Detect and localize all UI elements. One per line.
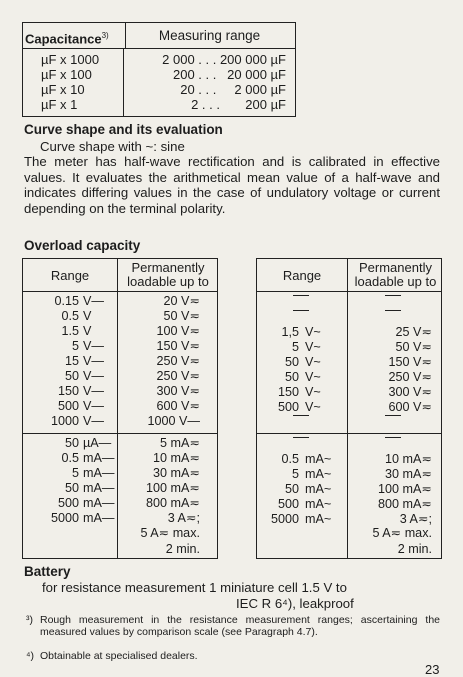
loadable-header: Permanently loadable up to [127,260,209,289]
footnote-3: Rough measurement in the resistance measurement ranges; ascertaining the measured values by comparison scale (see Paragraph 4.7). [40,614,440,638]
table-row: 50 µA— 5 mA≂ [64,436,200,450]
extra-row: 5 A≂ max. [140,526,200,540]
table-row: 500 mA— 800 mA≂ [57,496,200,510]
table-row: 150 V— 300 V≂ [57,384,200,398]
dash-row [257,310,441,325]
dash-row [257,437,441,452]
table-row: 500 V— 600 V≂ [57,399,200,413]
overload-table-left [22,258,218,559]
table-row: 5000 mA— 3 A≂; [50,511,200,525]
extra-row: 2 min. [397,542,432,556]
table-row: 500 mA~ 800 mA≂ [277,497,432,511]
table-row: 5 mA— 30 mA≂ [71,466,200,480]
capacitance-header: Capacitance$^{3)}$ [23,23,126,48]
table-row: 15 V— 250 V≂ [64,354,200,368]
table-row: 0.15 V— 20 V≂ [54,294,200,308]
overload-table-right [256,258,442,559]
table-row: 5 V— 150 V≂ [71,339,200,353]
table-row: 1.5 V 100 V≂ [61,324,200,338]
measuring-range-header: Measuring range [158,28,261,43]
battery-line2: IEC R 6⁴), leakproof [236,596,354,611]
table-row: 1,5 V~ 25 V≂ [281,325,432,339]
range-header: Range [282,268,322,283]
table-row: 50 V— 250 V≂ [64,369,200,383]
footnote-4-mark: ⁴) [26,650,35,662]
page-number: 23 [425,662,440,677]
table-row: 50 V~ 250 V≂ [284,370,432,384]
footnote-3-mark: ³) [26,614,33,626]
dash-row [257,415,441,430]
table-row: 0.5 mA~ 10 mA≂ [281,452,432,466]
table-row: 50 V~ 150 V≂ [284,355,432,369]
cap-row: µF x 100 200 . . . 20 000 µF [41,67,286,82]
table-row: 500 V~ 600 V≂ [277,400,432,414]
table-row: 50 mA~ 100 mA≂ [284,482,432,496]
curve-paragraph: The meter has half-wave rectification and is calibrated in effective values. It evaluates the arithmetical mean value of a half-wave and indicates differing values in the case of undulatory voltage or current depending on the terminal polarity. [24,154,440,216]
cap-row: µF x 1 2 . . . 200 µF [41,97,286,112]
table-row: 50 mA— 100 mA≂ [64,481,200,495]
table-row: 0.5 V 50 V≂ [61,309,200,323]
table-row: 0.5 mA— 10 mA≂ [61,451,200,465]
extra-row: 2 min. [165,542,200,556]
range-header: Range [50,268,90,283]
curve-heading: Curve shape and its evaluation [24,122,223,137]
cap-row: µF x 1000 2 000 . . . 200 000 µF [41,52,286,67]
loadable-header: Permanently loadable up to [354,260,437,289]
extra-row: 5 A≂ max. [372,526,432,540]
capacitance-table [22,22,296,117]
curve-line: Curve shape with ~: sine [40,139,185,154]
table-row: 5000 mA~ 3 A≂; [270,512,432,526]
overload-heading: Overload capacity [24,238,141,253]
footnote-4: Obtainable at specialised dealers. [40,650,198,662]
table-row: 5 V~ 50 V≂ [291,340,432,354]
battery-line1: for resistance measurement 1 miniature cell 1.5 V to [42,580,347,595]
table-row: 150 V~ 300 V≂ [277,385,432,399]
dash-row [257,295,441,310]
battery-heading: Battery [24,564,71,579]
cap-row: µF x 10 20 . . . 2 000 µF [41,82,286,97]
table-row: 5 mA~ 30 mA≂ [291,467,432,481]
table-row: 1000 V— 1000 V— [50,414,200,428]
